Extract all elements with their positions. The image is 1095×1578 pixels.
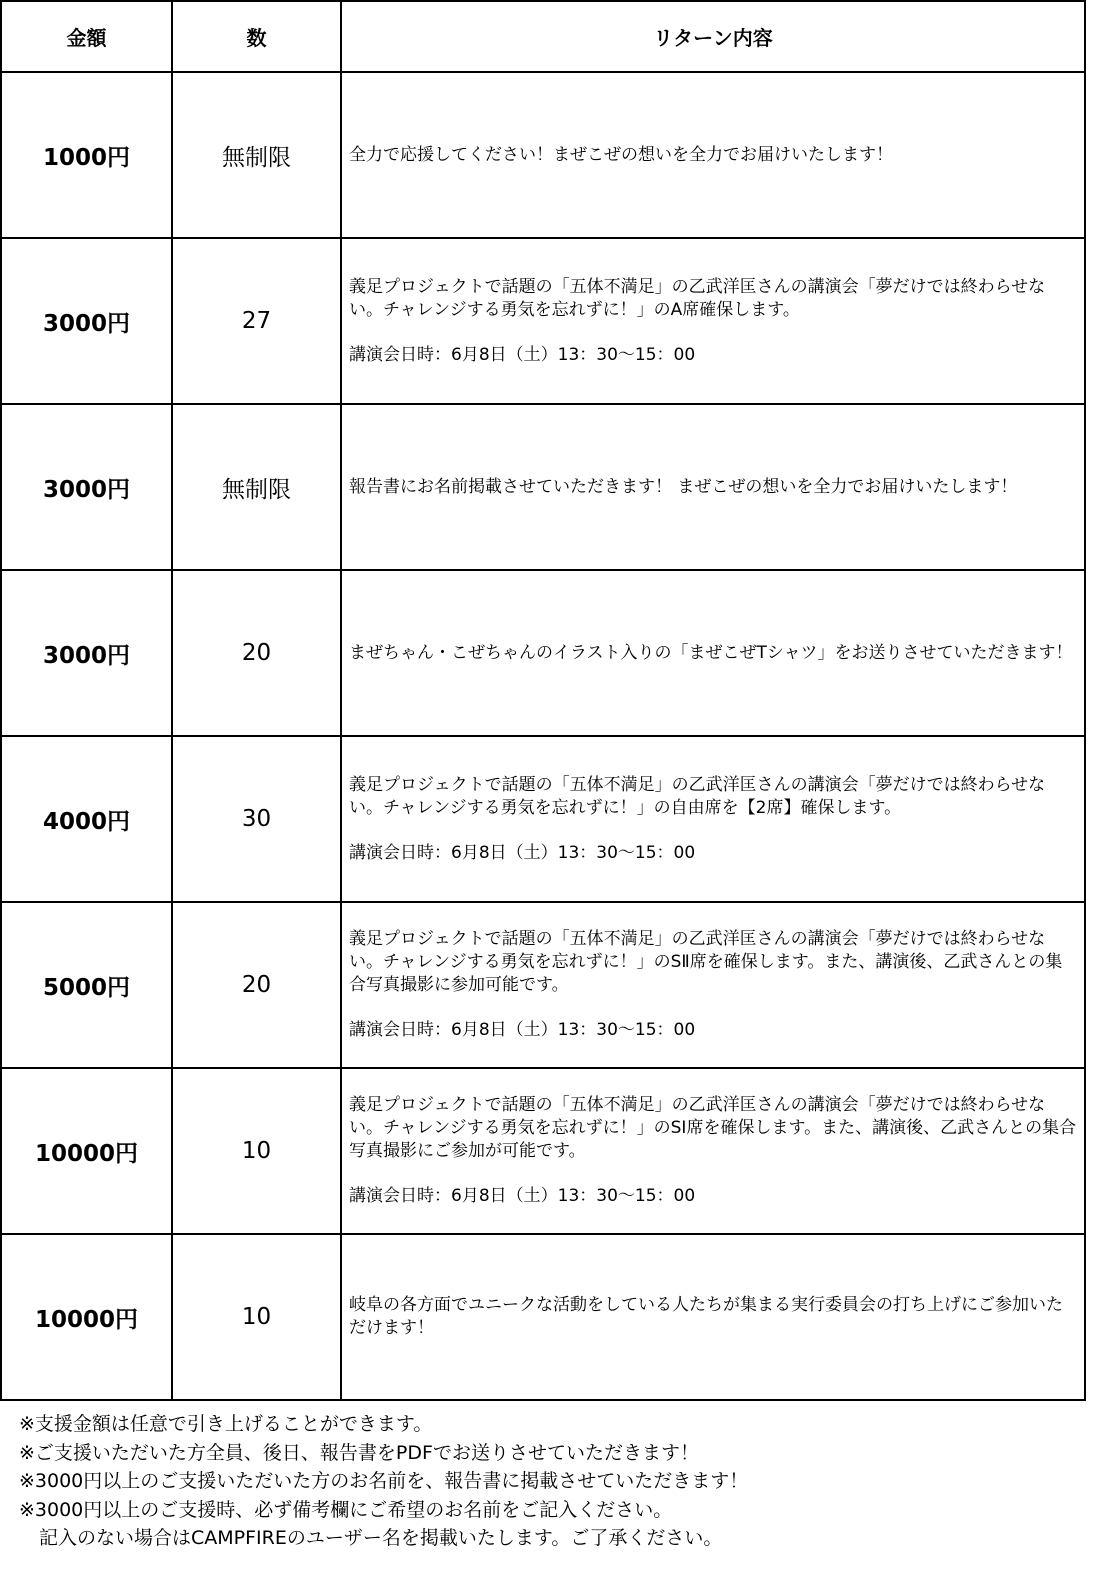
amount-cell: 3000円 [1,570,172,736]
return-cell [341,72,1085,238]
return-description: 岐阜の各方面でユニークな活動をしている人たちが集まる実行委員会の打ち上げにご参加いただけます！ [349,1295,1063,1338]
return-description: 義足プロジェクトで話題の「五体不満足」の乙武洋匡さんの講演会「夢だけでは終わらせない。チャレンジする勇気を忘れずに！」のA席確保します。 [349,276,1046,320]
note-line: ※支援金額は任意で引き上げることができます。 [19,1413,433,1435]
return-description: 義足プロジェクトで話題の「五体不満足」の乙武洋匡さんの講演会「夢だけでは終わらせない。チャレンジする勇気を忘れずに！」のSI席を確保します。また、講演後、乙武さんとの集合写真撮影にご参加が可能です。 [349,1095,1077,1161]
table-row [1,736,1085,902]
amount-cell: 1000円 [1,72,172,238]
table-row [1,238,1085,404]
count-cell: 無制限 [172,72,341,238]
amount-cell: 3000円 [1,238,172,404]
note-line: ※3000円以上のご支援いただいた方のお名前を、報告書に掲載させていただきます！ [19,1470,749,1492]
count-cell: 無制限 [172,404,341,570]
note-line: ※3000円以上のご支援時、必ず備考欄にご希望のお名前をご記入ください。 [19,1498,673,1521]
return-description: 報告書にお名前掲載させていただきます！ まぜこぜの想いを全力でお届けいたします！ [349,476,1018,497]
table-header-row [1,1,1085,72]
notes [19,1410,1089,1553]
count-cell: 20 [172,902,341,1068]
table-row [1,1234,1085,1400]
count-cell: 27 [172,238,341,404]
return-cell [341,570,1085,736]
table-row [1,72,1085,238]
return-cell [341,736,1085,902]
amount-cell: 10000円 [1,1068,172,1234]
return-description: 義足プロジェクトで話題の「五体不満足」の乙武洋匡さんの講演会「夢だけでは終わらせない。チャレンジする勇気を忘れずに！」の自由席を【2席】確保します。 [349,774,1046,818]
event-datetime: 講演会日時：6月8日（土）13：30〜15：00 [349,1020,696,1040]
amount-cell: 4000円 [1,736,172,902]
table-row [1,404,1085,570]
return-cell [341,404,1085,570]
note-line: 記入のない場合はCAMPFIREのユーザー名を掲載いたします。ご了承ください。 [39,1527,723,1549]
event-datetime: 講演会日時：6月8日（土）13：30〜15：00 [349,344,696,365]
header-return: リターン内容 [341,1,1085,72]
event-datetime: 講演会日時：6月8日（土）13：30〜15：00 [349,842,696,863]
return-cell [341,1234,1085,1400]
amount-cell: 10000円 [1,1234,172,1400]
header-count: 数 [172,1,341,72]
amount-cell: 3000円 [1,404,172,570]
count-cell: 30 [172,736,341,902]
note-line: ※ご支援いただいた方全員、後日、報告書をPDFでお送りさせていただきます！ [19,1441,699,1464]
event-datetime: 講演会日時：6月8日（土）13：30〜15：00 [349,1186,696,1206]
return-description: まぜちゃん・こぜちゃんのイラスト入りの「まぜこぜTシャツ」をお送りさせていただきます！ [349,642,1073,663]
return-cell [341,902,1085,1068]
count-cell: 20 [172,570,341,736]
return-cell [341,238,1085,404]
count-cell: 10 [172,1068,341,1234]
count-cell: 10 [172,1234,341,1400]
return-description: 全力で応援してください！まぜこぜの想いを全力でお届けいたします！ [349,144,893,165]
table-row [1,570,1085,736]
return-cell [341,1068,1085,1234]
table-row [1,902,1085,1068]
table-row [1,1068,1085,1234]
header-amount: 金額 [1,1,172,72]
return-description: 義足プロジェクトで話題の「五体不満足」の乙武洋匡さんの講演会「夢だけでは終わらせない。チャレンジする勇気を忘れずに！」のSⅡ席を確保します。また、講演後、乙武さんとの集合写真撮影に参加可能です。 [349,929,1063,995]
amount-cell: 5000円 [1,902,172,1068]
